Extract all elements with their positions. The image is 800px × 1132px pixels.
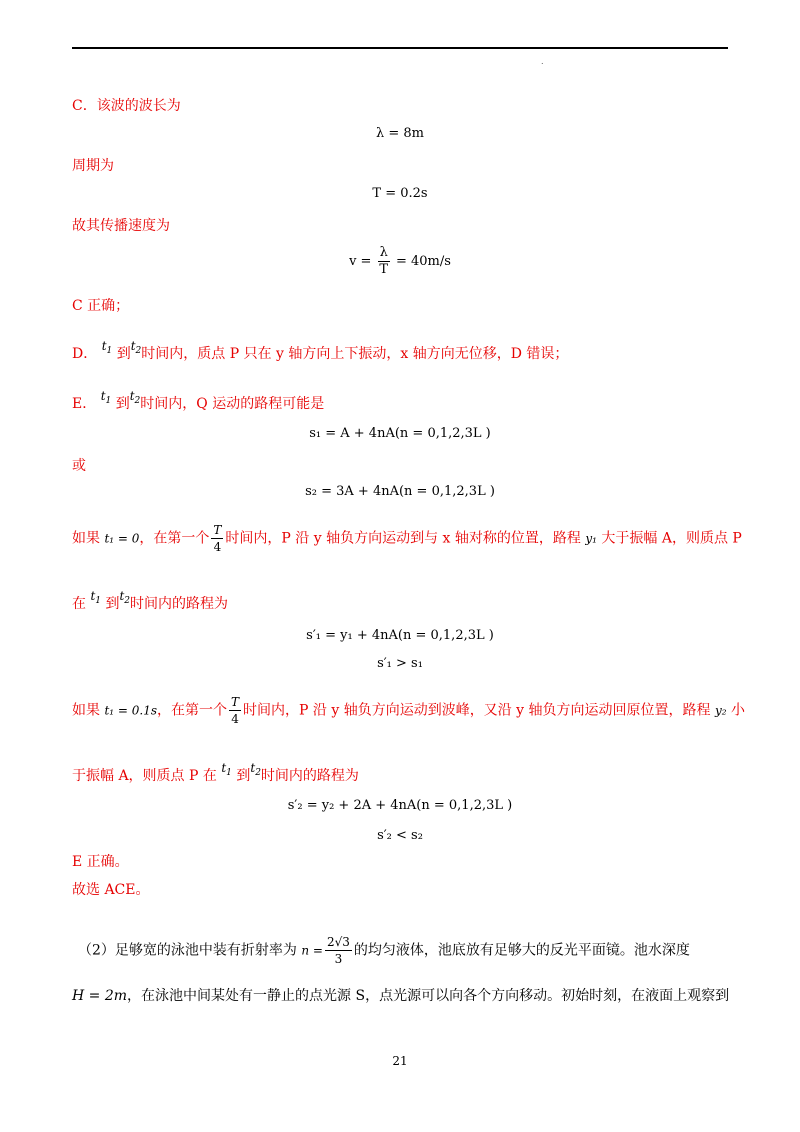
eq-speed-fraction [378,245,390,278]
q3-text: ，在泳池中间某处有一静止的点光源 S，点光源可以向各个方向移动。初始时刻，在液面上观察到 [127,988,730,1004]
q2-a: （2）足够宽的泳池中装有折射率为 [78,942,297,959]
in2-a: 于振幅 A，则质点 P 在 [72,768,217,784]
in1-t1: $t_1$ [90,589,102,606]
eq-speed-lhs: v = [349,254,372,269]
eq-s1-prime: s′₁ = y₁ + 4nA(n = 0,1,2,3L ) [306,628,494,643]
period-label: 周期为 [72,158,114,174]
eq-speed-rhs: = 40m/s [395,254,451,269]
d-to: 到 [116,346,131,362]
if2-a: 如果 [72,702,100,719]
if1-line [72,522,742,555]
in2-to: 到 [236,768,251,784]
in1-a: 在 [72,596,86,612]
d-prefix: D． [72,346,98,362]
if2-frac: $\frac{T}{4}$ [231,695,240,726]
if2-y2: y₂ [714,703,727,718]
q2-b: 的均匀液体，池底放有足够大的反光平面镜。池水深度 [353,942,690,959]
header-rule [72,47,728,49]
in2-t2: $t_2$ [250,761,261,778]
in1-to: 到 [105,596,120,612]
d-line [72,336,568,364]
eq-speed-numerator: λ [379,245,388,260]
q3-H: H = 2m [72,988,128,1004]
in2-line [72,758,359,786]
if2-b: ，在第一个 [157,702,228,719]
speed-label: 故其传播速度为 [72,218,170,234]
if2-d: 小 [731,702,746,719]
eq-s2-prime: s′₂ = y₂ + 2A + 4nA(n = 0,1,2,3L ) [287,798,513,813]
if2-t: t₁ = 0.1s [104,703,158,718]
choose-answer: 故选 ACE。 [72,882,150,898]
if1-b: ，在第一个 [139,530,210,547]
d-t1: $t_1$ [101,339,113,356]
in1-line [72,586,228,614]
if1-a: 如果 [72,530,100,547]
e-t2: $t_2$ [129,389,141,406]
eq-s2-prime-compare: s′₂ < s₂ [377,828,423,843]
if1-t: t₁ = 0 [104,531,140,546]
q2-frac: $\frac{2√3}{3}$ [326,935,350,966]
e-to: 到 [115,396,130,412]
e-prefix: E． [72,396,97,412]
eq-speed [0,245,800,278]
if1-c: 时间内，P 沿 y 轴负方向运动到与 x 轴对称的位置，路程 [225,530,581,547]
if2-line [72,694,745,727]
eq-s1: s₁ = A + 4nA(n = 0,1,2,3L ) [309,426,491,441]
c-correct: C 正确； [72,298,130,314]
if1-y1: y₁ [585,531,597,546]
question-2-line [78,934,690,967]
in1-t2: $t_2$ [119,589,131,606]
eq-s2: s₂ = 3A + 4nA(n = 0,1,2,3L ) [305,484,495,499]
c-label: C．该波的波长为 [72,98,181,114]
d-t2: $t_2$ [130,339,142,356]
in2-t1: $t_1$ [221,761,232,778]
page-number: 21 [392,1054,408,1068]
eq-speed-denominator: T [379,262,389,277]
if1-d: 大于振幅 A，则质点 P [601,530,742,547]
header-mark: . [541,57,544,66]
q2-n: n = [301,943,323,958]
eq-s1-prime-compare: s′₁ > s₁ [377,656,423,671]
e-correct: E 正确。 [72,854,129,870]
if2-c: 时间内，P 沿 y 轴负方向运动到波峰，又沿 y 轴负方向运动回原位置，路程 [243,702,711,719]
eq-period: T = 0.2s [372,186,428,201]
e-line [72,386,324,414]
in1-b: 时间内的路程为 [130,596,229,612]
e-t1: $t_1$ [100,389,112,406]
e-text: 时间内，Q 运动的路程可能是 [140,396,325,412]
or-label: 或 [72,458,86,474]
if1-frac: $\frac{T}{4}$ [213,523,222,554]
eq-lambda: λ = 8m [376,126,424,141]
question-3-line [72,986,729,1006]
in2-b: 时间内的路程为 [260,768,359,784]
d-text: 时间内，质点 P 只在 y 轴方向上下振动，x 轴方向无位移，D 错误； [141,346,569,362]
